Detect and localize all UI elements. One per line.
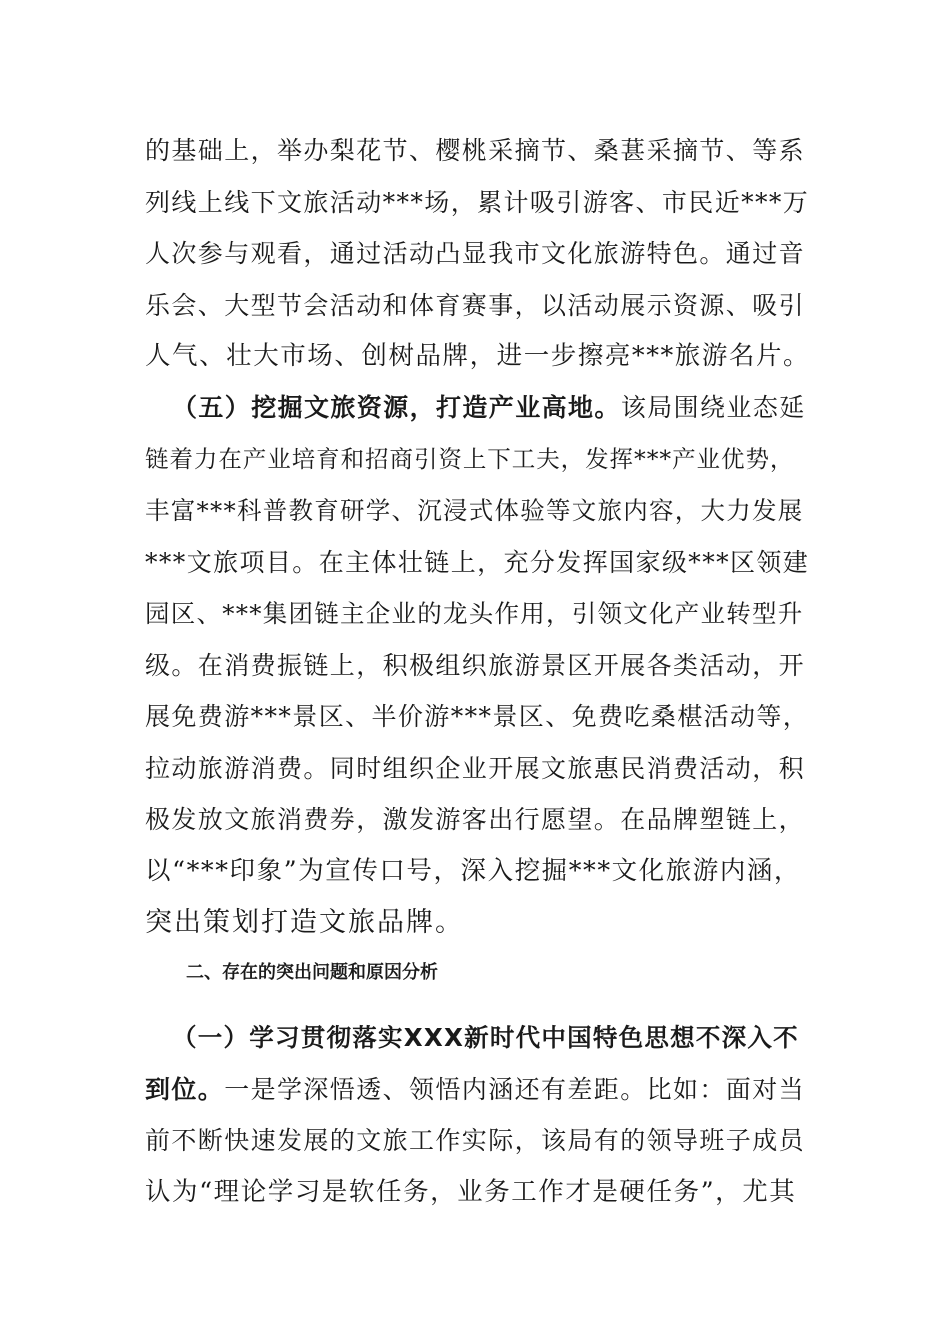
text-line: 园区、***集团链主企业的龙头作用，引领文化产业转型升 — [145, 599, 804, 628]
text-line: 人气、壮大市场、创树品牌，进一步擦亮***旅游名片。 — [145, 341, 811, 371]
text-line: 乐会、大型节会活动和体育赛事，以活动展示资源、吸引 — [145, 290, 806, 320]
text-line: 极发放文旅消费券，激发游客出行愿望。在品牌塑链上， — [145, 805, 806, 834]
paragraph-resources — [145, 382, 810, 949]
text-line: 认为“理论学习是软任务，业务工作才是硬任务”，尤其 — [145, 1176, 797, 1207]
text-line: 级。在消费振链上，积极组织旅游景区开展各类活动，开 — [145, 650, 806, 680]
text-line — [145, 382, 810, 434]
section-heading: 二、存在的突出问题和原因分析 — [186, 962, 438, 983]
text-line — [145, 1064, 810, 1116]
text-line: 链着力在产业培育和招商引资上下工夫，发挥***产业优势， — [145, 444, 795, 473]
paragraph-problems — [145, 1012, 810, 1218]
text-line: 突出策划打造文旅品牌。 — [145, 907, 464, 938]
paragraph-cultural-events — [145, 125, 810, 383]
text-line: 丰富***科普教育研学、沉浸式体验等文旅内容，大力发展 — [145, 496, 804, 525]
text-line: 列线上线下文旅活动***场，累计吸引游客、市民近***万 — [145, 187, 810, 217]
paragraph-text: 该局围绕业态延 — [620, 393, 806, 422]
paragraph-text: 一是学深悟透、领悟内涵还有差距。比如：面对当 — [224, 1074, 806, 1104]
text-line: ***文旅项目。在主体壮链上，充分发挥国家级***区领建 — [145, 547, 810, 577]
paragraph-heading: （五）挖掘文旅资源，打造产业高地。 — [172, 393, 621, 422]
text-line: 展免费游***景区、半价游***景区、免费吃桑椹活动等， — [145, 702, 810, 731]
text-line: 拉动旅游消费。同时组织企业开展文旅惠民消费活动，积 — [145, 753, 806, 783]
paragraph-heading: （一）学习贯彻落实XXX新时代中国特色思想不深入不 — [172, 1023, 799, 1052]
text-line: 的基础上，举办梨花节、樱桃采摘节、桑葚采摘节、等系 — [145, 136, 806, 165]
text-line: 人次参与观看，通过活动凸显我市文化旅游特色。通过音 — [145, 239, 806, 268]
text-line: 以“***印象”为宣传口号，深入挖掘***文化旅游内涵， — [145, 855, 801, 886]
text-line: 前不断快速发展的文旅工作实际，该局有的领导班子成员 — [145, 1126, 806, 1155]
paragraph-heading: 到位。 — [145, 1074, 225, 1104]
